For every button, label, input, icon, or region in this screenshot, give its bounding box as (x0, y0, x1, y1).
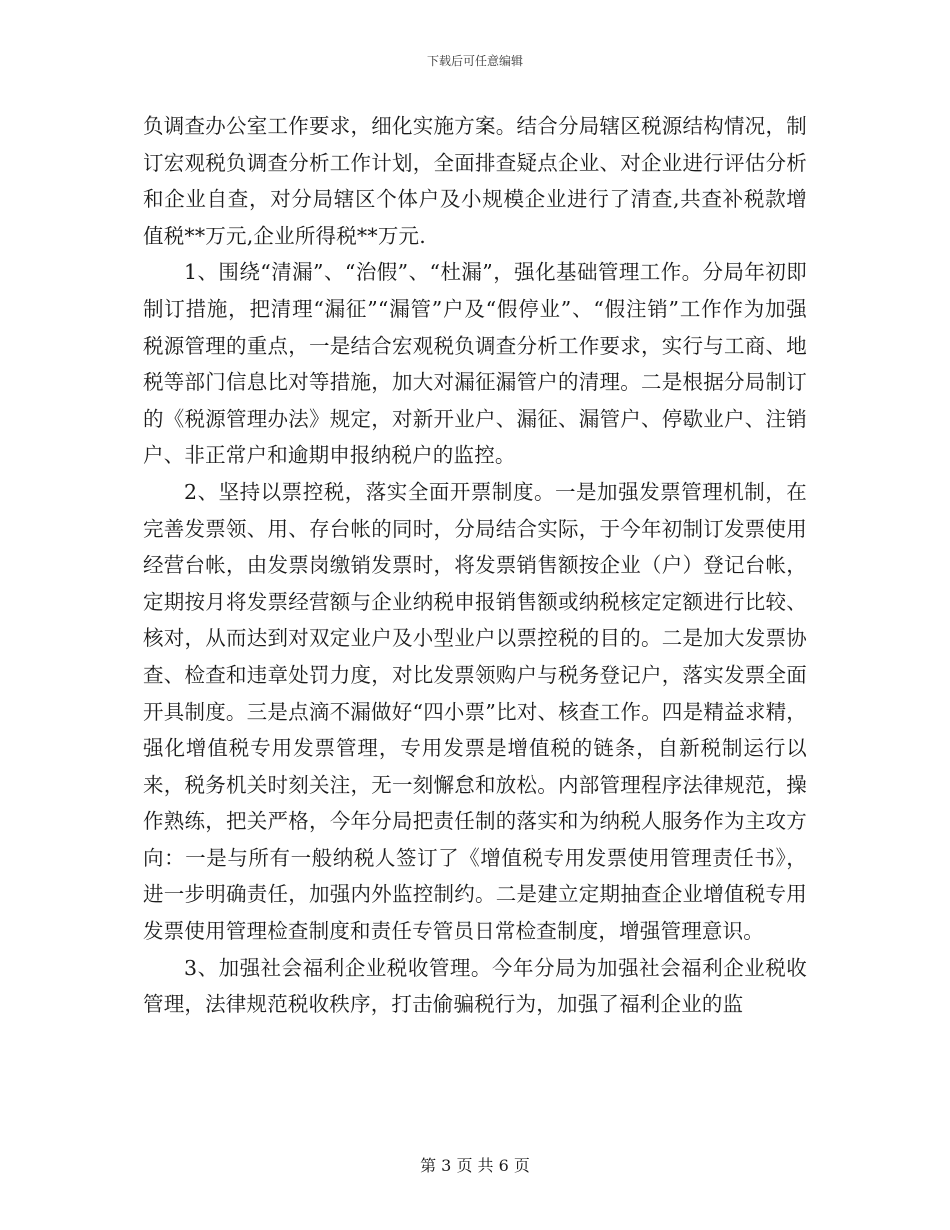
paragraph-item-2: 2、坚持以票控税，落实全面开票制度。一是加强发票管理机制，在完善发票领、用、存台帐的同时，分局结合实际，于今年初制订发票使用经营台帐，由发票岗缴销发票时，将发票销售额按企业（户）登记台帐，定期按月将发票经营额与企业纳税申报销售额或纳税核定定额进行比较、核对，从而达到对双定业户及小型业户以票控税的目的。二是加大发票协查、检查和违章处罚力度，对比发票领购户与税务登记户，落实发票全面开具制度。三是点滴不漏做好“四小票”比对、核查工作。四是精益求精，强化增值税专用发票管理，专用发票是增值税的链条，自新税制运行以来，税务机关时刻关注，无一刻懈怠和放松。内部管理程序法律规范，操作熟练，把关严格，今年分局把责任制的落实和为纳税人服务作为主攻方向：一是与所有一般纳税人签订了《增值税专用发票使用管理责任书》，进一步明确责任，加强内外监控制约。二是建立定期抽查企业增值税专用发票使用管理检查制度和责任专管员日常检查制度，增强管理意识。 (143, 479, 807, 944)
page-label-prefix: 第 (420, 1156, 437, 1175)
paragraph-item-3: 3、加强社会福利企业税收管理。今年分局为加强社会福利企业税收管理，法律规范税收秩序，打击偷骗税行为，加强了福利企业的监 (143, 955, 807, 1017)
page-label-suffix: 页 (513, 1156, 530, 1175)
page-footer (0, 1153, 950, 1176)
paragraph-continuation: 负调查办公室工作要求，细化实施方案。结合分局辖区税源结构情况，制订宏观税负调查分析工作计划，全面排查疑点企业、对企业进行评估分析和企业自查，对分局辖区个体户及小规模企业进行了清查,共查补税款增值税**万元,企业所得税**万元. (143, 114, 807, 248)
paragraph-item-1: 1、围绕“清漏”、“治假”、“杜漏”，强化基础管理工作。分局年初即制订措施，把清理“漏征”“漏管”户及“假停业”、“假注销”工作作为加强税源管理的重点，一是结合宏观税负调查分析工作要求，实行与工商、地税等部门信息比对等措施，加大对漏征漏管户的清理。二是根据分局制订的《税源管理办法》规定，对新开业户、漏征、漏管户、停歇业户、注销户、非正常户和逾期申报纳税户的监控。 (143, 260, 807, 468)
page-header-note: 下载后可任意编辑 (426, 54, 523, 68)
page-label-mid: 页 共 (456, 1156, 494, 1175)
document-body (143, 108, 807, 1023)
total-pages: 6 (498, 1156, 509, 1175)
page-number: 3 (441, 1156, 452, 1175)
